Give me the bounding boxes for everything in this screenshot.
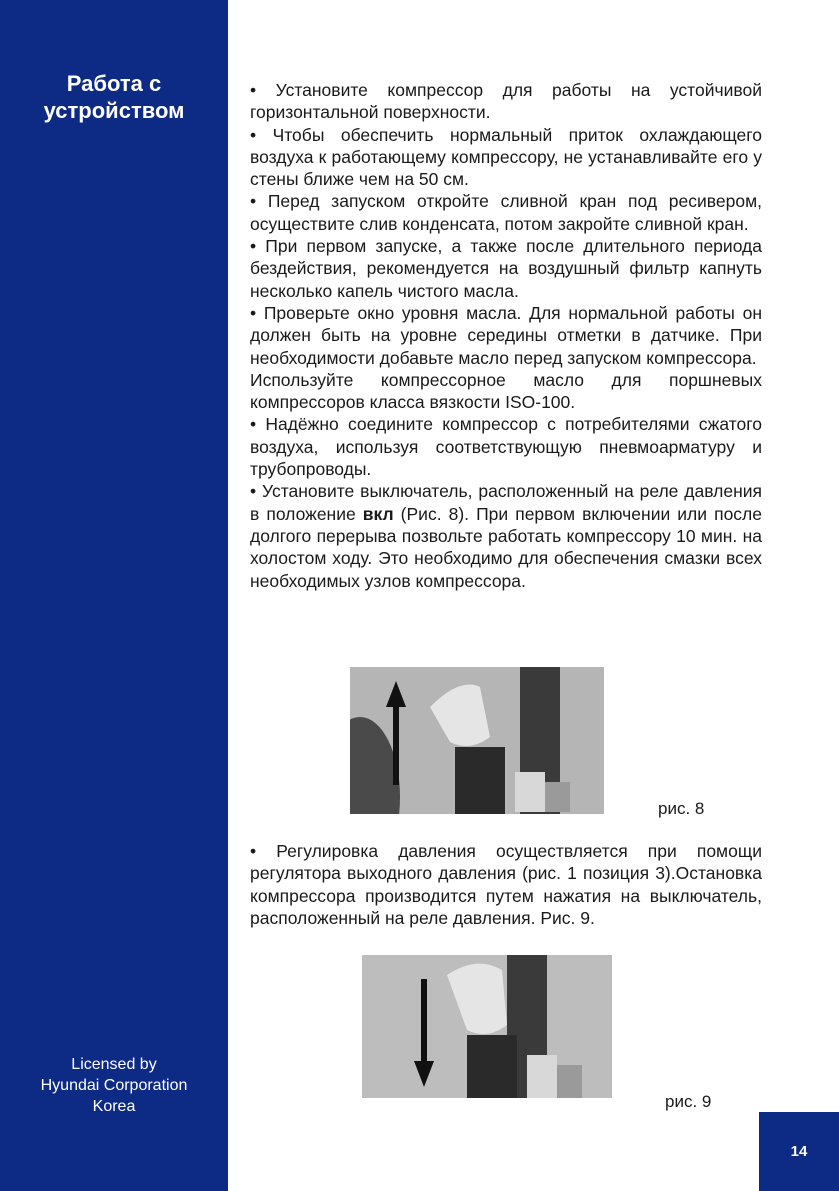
paragraph: Используйте компрессорное масло для поршневых компрессоров класса вязкости ISO-100. (250, 369, 762, 413)
bold-on-word: вкл (362, 503, 394, 524)
instructions-text (250, 79, 762, 592)
section-title (0, 70, 228, 124)
paragraph: • Регулировка давления осуществляется при помощи регулятора выходного давления (рис. 1 позиция 3).Остановка компрессора производится путем нажатия на выключатель, расположенный на реле давления. Рис. 9. (250, 841, 762, 928)
page-number: 14 (759, 1112, 839, 1191)
paragraph: • Надёжно соедините компрессор с потребителями сжатого воздуха, используя соответствующую пневмоарматуру и трубопроводы. (250, 414, 762, 480)
license-note (0, 1054, 228, 1117)
paragraph: • При первом запуске, а также после длительного периода бездействия, рекомендуется на воздушный фильтр капнуть несколько капель чистого масла. (250, 236, 762, 301)
pressure-text (250, 840, 762, 929)
paragraph: • Установите компрессор для работы на устойчивой горизонтальной поверхности. (250, 80, 762, 123)
license-line2: Hyundai Corporation (40, 1077, 188, 1094)
sidebar (0, 0, 228, 1191)
section-title-line2: устройством (43, 98, 185, 123)
figure-8-caption: рис. 8 (658, 799, 705, 818)
license-line3: Korea (92, 1098, 136, 1115)
paragraph-switch: • Установите выключатель, расположенный на реле давления в положение вкл (Рис. 8). При первом включении или после долгого перерыва позвольте работать компрессору 10 мин. на холостом ходу. Это необходимо для обеспечения смазки всех необходимых узлов компрессора. (250, 481, 762, 591)
section-title-line1: Работа с (66, 71, 162, 96)
figure-8-photo (350, 667, 604, 814)
paragraph: • Проверьте окно уровня масла. Для нормальной работы он должен быть на уровне середины отметки в датчике. При необходимости добавьте масло перед запуском компрессора. (250, 302, 762, 368)
figure-9-caption: рис. 9 (665, 1092, 712, 1111)
paragraph: • Перед запуском откройте сливной кран под ресивером, осуществите слив конденсата, потом закройте сливной кран. (250, 191, 762, 234)
paragraph: • Чтобы обеспечить нормальный приток охлаждающего воздуха к работающему компрессору, не устанавливайте его у стены ближе чем на 50 см. (250, 124, 762, 190)
license-line1: Licensed by (71, 1056, 157, 1073)
figure-9-photo (362, 955, 612, 1098)
